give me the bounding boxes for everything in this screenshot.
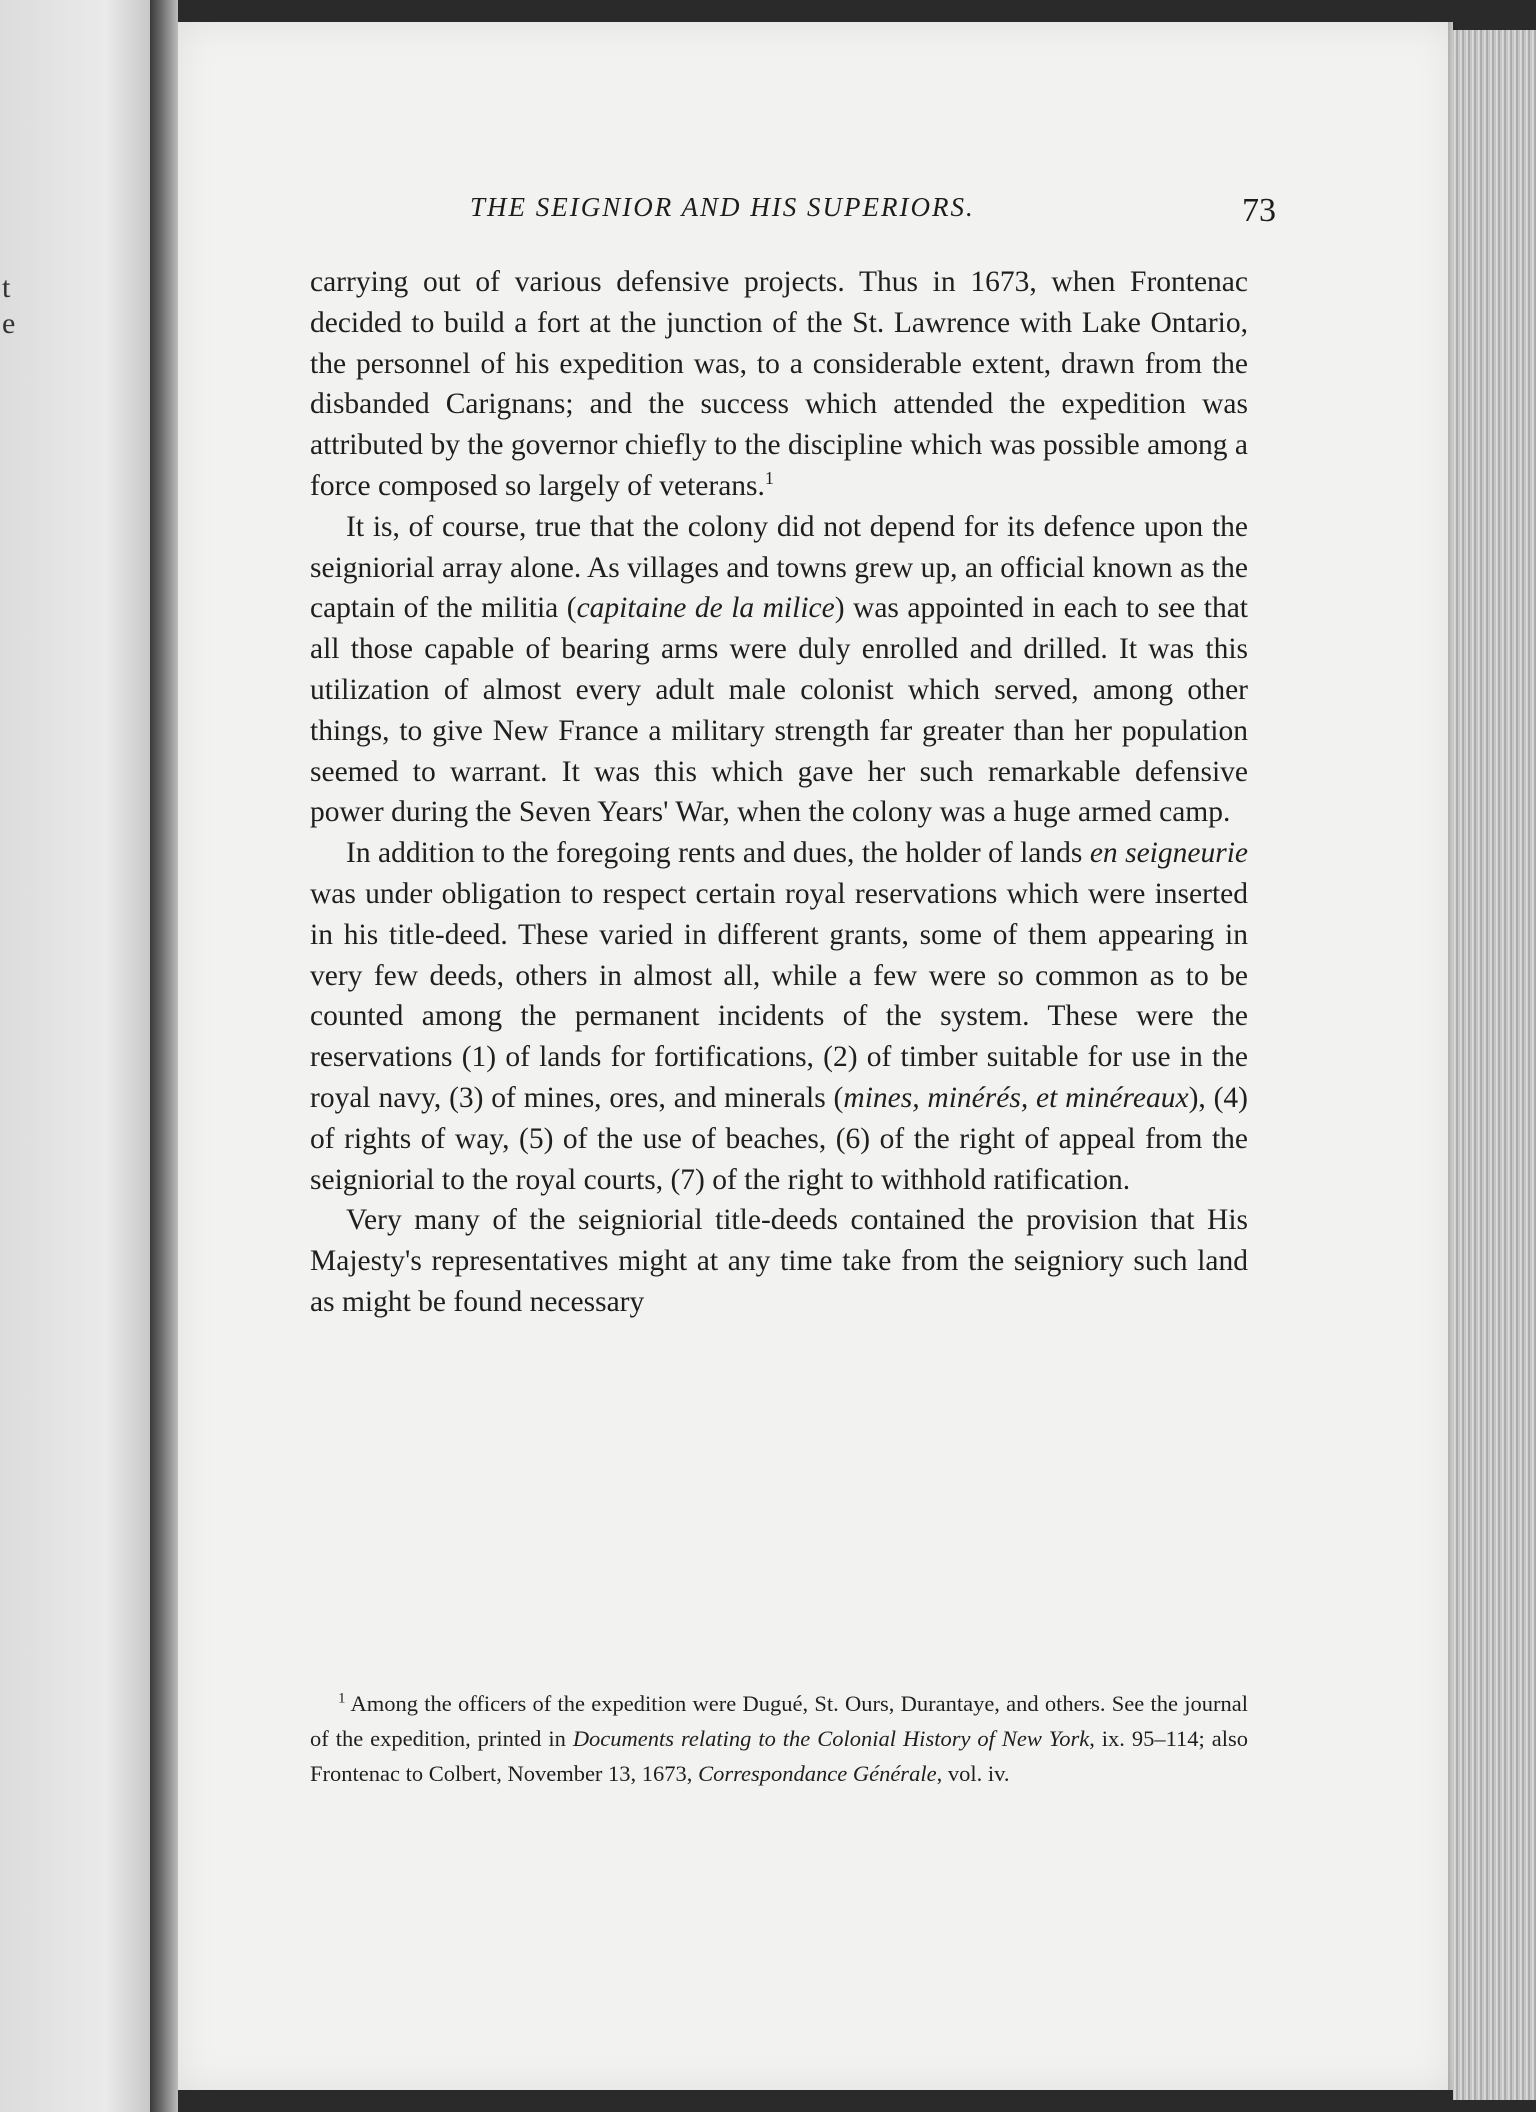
book-gutter xyxy=(150,0,178,2112)
page-block-edge xyxy=(1453,30,1536,2100)
running-head: THE SEIGNIOR AND HIS SUPERIORS. xyxy=(470,192,975,222)
page-number: 73 xyxy=(1242,192,1276,229)
italic-title: Correspondance Générale xyxy=(698,1761,937,1786)
paragraph-text: carrying out of various defensive projects. Thus in 1673, when Frontenac decided to build a fort at the junction of the St. Lawrence with Lake Ontario, the personnel of his expedition was, to a considerable extent, drawn from the disbanded Carignans; and the success which attended the expedition was attributed by the governor chiefly to the discipline which was possible among a force composed so largely of veterans. xyxy=(310,266,1248,502)
previous-page-edge xyxy=(0,0,150,2112)
footnote-reference[interactable]: 1 xyxy=(764,468,774,489)
italic-term: capitaine de la milice xyxy=(576,592,835,625)
paragraph-2: It is, of course, true that the colony did not depend for its defence upon the seigniorial array alone. As villages and towns grew up, an official known as the captain of the militia (capitaine de la milice) was appointed in each to see that all those capable of bearing arms were duly enrolled and drilled. It was this utilization of almost every adult male colonist which served, among other things, to give New France a military strength far greater than her population seemed to warrant. It was this which gave her such remarkable defensive power during the Seven Years' War, when the colony was a huge armed camp. xyxy=(310,510,1248,829)
paragraph-4: Very many of the seigniorial title-deeds contained the provision that His Majesty's representatives might at any time take from the seigniory such land as might be found necessary xyxy=(310,1204,1248,1318)
body-text xyxy=(310,262,1248,1323)
footnote-number: 1 xyxy=(338,1690,346,1707)
italic-title: Documents relating to the Colonial History of New York xyxy=(572,1726,1090,1751)
edge-char: e xyxy=(2,307,16,340)
italic-term: mines, minérés, et minéreaux xyxy=(843,1081,1189,1114)
italic-term: en seigneurie xyxy=(1089,837,1248,870)
edge-char: t xyxy=(2,271,11,304)
paragraph-3: In addition to the foregoing rents and dues, the holder of lands en seigneurie was under obligation to respect certain royal reservations which were inserted in his title-deed. These varied in different grants, some of them appearing in very few deeds, others in almost all, while a few were so common as to be counted among the permanent incidents of the system. These were the reservations (1) of lands for fortifications, (2) of timber suitable for use in the royal navy, (3) of mines, ores, and minerals (mines, minérés, et minéreaux), (4) of rights of way, (5) of the use of beaches, (6) of the right of appeal from the seigniorial to the royal courts, (7) of the right to withhold ratification. xyxy=(310,837,1248,1196)
paragraph-1 xyxy=(310,262,1248,507)
footnotes xyxy=(310,1686,1248,1791)
footnote-1: $^1$ Among the officers of the expedition were Dugué, St. Ours, Durantaye, and others. See the journal of the expedition, printed in Documents relating to the Colonial History of New York, ix. 95–114; also Frontenac to Colbert, November 13, 1673, Correspondance Générale, vol. iv. xyxy=(310,1690,1248,1786)
previous-page-text-fragment xyxy=(2,270,15,342)
